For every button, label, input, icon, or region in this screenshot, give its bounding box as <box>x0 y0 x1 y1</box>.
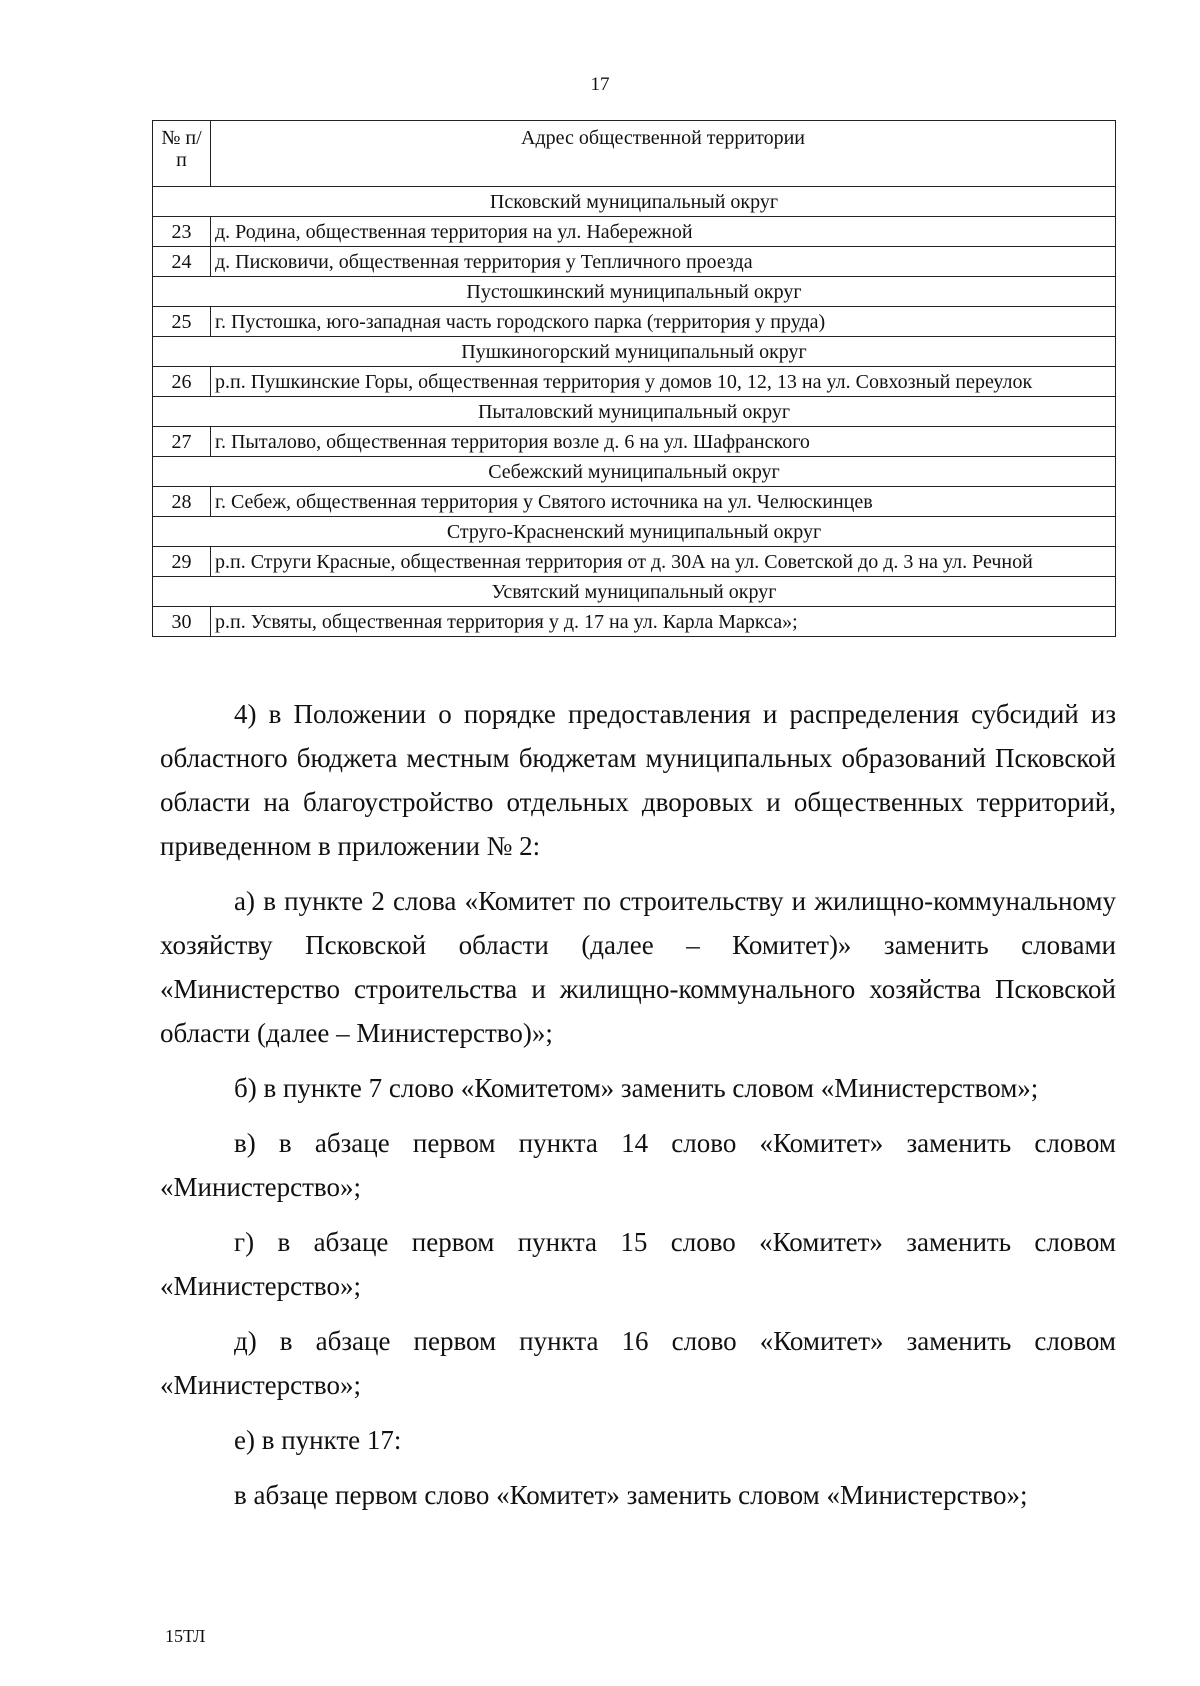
paragraph: 4) в Положении о порядке предоставления и распределения субсидий из областного бюджета местным бюджетам муниципальных образований Псковской области на благоустройство отдельных дворовых и общественных территорий, приведенном в приложении № 2: <box>160 699 1116 861</box>
row-number: 24 <box>153 247 211 277</box>
group-row <box>153 577 1116 607</box>
paragraph: в абзаце первом слово «Комитет» заменить словом «Министерство»; <box>234 1480 1028 1510</box>
group-title: Пустошкинский муниципальный округ <box>153 277 1116 307</box>
table-body <box>153 187 1116 637</box>
group-row <box>153 337 1116 367</box>
row-address: г. Себеж, общественная территория у Святого источника на ул. Челюскинцев <box>211 487 1116 517</box>
row-number: 29 <box>153 547 211 577</box>
group-title: Пыталовский муниципальный округ <box>153 397 1116 427</box>
row-number: 27 <box>153 427 211 457</box>
territories-table <box>152 120 1116 637</box>
row-number: 25 <box>153 307 211 337</box>
amendment-text <box>160 692 1116 1528</box>
table-row <box>153 217 1116 247</box>
footer-code: 15ТЛ <box>165 1626 206 1646</box>
row-address: г. Пыталово, общественная территория возле д. 6 на ул. Шафранского <box>211 427 1116 457</box>
row-address: р.п. Струги Красные, общественная территория от д. 30А на ул. Советской до д. 3 на ул. Речной <box>211 547 1116 577</box>
paragraph: в) в абзаце первом пункта 14 слово «Комитет» заменить словом «Министерство»; <box>160 1128 1116 1202</box>
table-row <box>153 307 1116 337</box>
group-title: Струго-Красненский муниципальный округ <box>153 517 1116 547</box>
paragraph: г) в абзаце первом пункта 15 слово «Комитет» заменить словом «Министерство»; <box>160 1227 1116 1301</box>
row-address: р.п. Пушкинские Горы, общественная территория у домов 10, 12, 13 на ул. Совхозный переулок <box>211 367 1116 397</box>
paragraph: д) в абзаце первом пункта 16 слово «Комитет» заменить словом «Министерство»; <box>160 1326 1116 1400</box>
group-row <box>153 517 1116 547</box>
table-row <box>153 607 1116 637</box>
row-number: 30 <box>153 607 211 637</box>
group-row <box>153 397 1116 427</box>
group-title: Пушкиногорский муниципальный округ <box>153 337 1116 367</box>
row-address: р.п. Усвяты, общественная территория у д. 17 на ул. Карла Маркса»; <box>211 607 1116 637</box>
table-row <box>153 247 1116 277</box>
table-row <box>153 367 1116 397</box>
group-title: Себежский муниципальный округ <box>153 457 1116 487</box>
header-address: Адрес общественной территории <box>211 121 1116 187</box>
row-address: г. Пустошка, юго-западная часть городского парка (территория у пруда) <box>211 307 1116 337</box>
row-number: 28 <box>153 487 211 517</box>
group-row <box>153 277 1116 307</box>
page-number: 17 <box>590 74 610 95</box>
row-number: 26 <box>153 367 211 397</box>
group-row <box>153 187 1116 217</box>
row-address: д. Писковичи, общественная территория у Тепличного проезда <box>211 247 1116 277</box>
table-row <box>153 487 1116 517</box>
table-row <box>153 427 1116 457</box>
group-title: Усвятский муниципальный округ <box>153 577 1116 607</box>
group-title: Псковский муниципальный округ <box>153 187 1116 217</box>
paragraph: а) в пункте 2 слова «Комитет по строительству и жилищно-коммунальному хозяйству Псковской области (далее – Комитет)» заменить словами «Министерство строительства и жилищно-коммунального хозяйства Псковской области (далее – Министерство)»; <box>160 886 1116 1048</box>
header-num: № п/п <box>153 121 211 187</box>
row-address: д. Родина, общественная территория на ул. Набережной <box>211 217 1116 247</box>
paragraph: б) в пункте 7 слово «Комитетом» заменить словом «Министерством»; <box>234 1073 1039 1103</box>
group-row <box>153 457 1116 487</box>
table-row <box>153 547 1116 577</box>
row-number: 23 <box>153 217 211 247</box>
table-header-row <box>153 121 1116 187</box>
paragraph: е) в пункте 17: <box>234 1425 402 1455</box>
